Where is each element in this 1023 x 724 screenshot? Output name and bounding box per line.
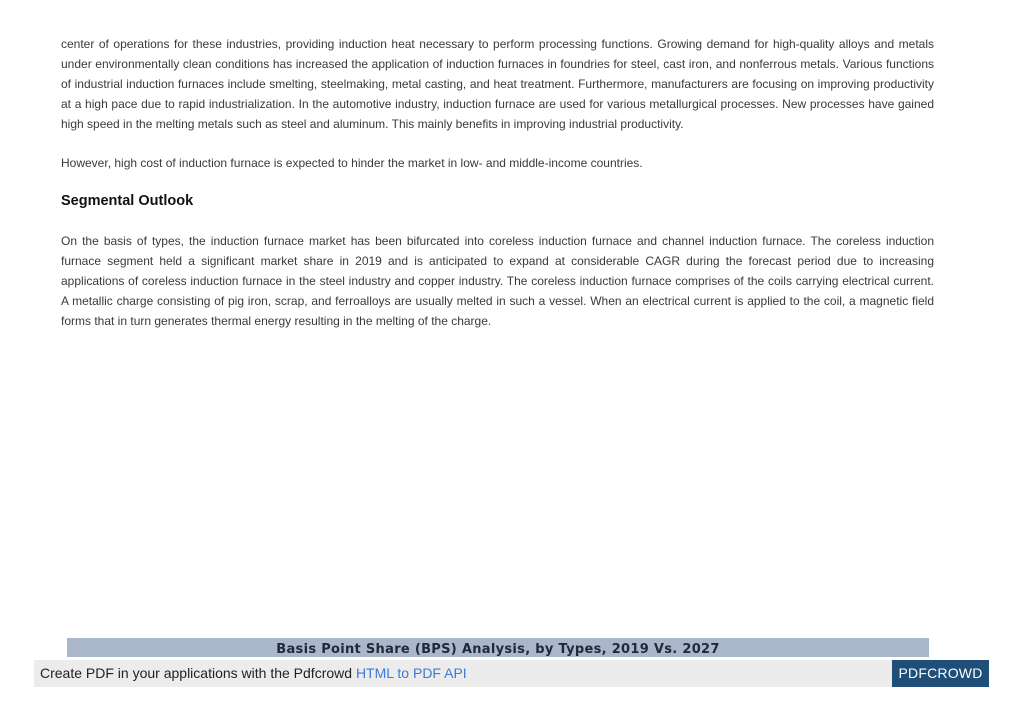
restraint-paragraph: However, high cost of induction furnace is expected to hinder the market in low- and middle-income countries.: [61, 156, 643, 170]
segment-paragraph: On the basis of types, the induction furnace market has been bifurcated into coreless induction furnace and channel induction furnace. The coreless induction furnace segment held a significant market share in 2019 and is anticipated to expand at considerable CAGR during the forecast period due to increasing applications of coreless induction furnace in the steel industry and copper industry. The coreless induction furnace comprises of the coils carrying electrical current. A metallic charge consisting of pig iron, scrap, and ferroalloys are usually melted in such a vessel. When an electrical current is applied to the coil, a magnetic field forms that in turn generates thermal energy resulting in the melting of the charge.: [61, 234, 934, 328]
footer-text: [40, 660, 467, 687]
html-to-pdf-api-link[interactable]: HTML to PDF API: [355, 665, 467, 681]
figure-title: Basis Point Share (BPS) Analysis, by Types, 2019 Vs. 2027: [276, 642, 720, 657]
body-text-block: [61, 34, 934, 173]
figure-title-banner: [67, 638, 929, 657]
section-heading: Segmental Outlook: [61, 193, 194, 209]
footer-prefix: Create PDF in your applications with the Pdfcrowd: [40, 665, 356, 681]
pdfcrowd-footer: [34, 660, 989, 687]
pdfcrowd-button[interactable]: PDFCROWD: [892, 660, 989, 687]
intro-paragraph: center of operations for these industries, providing induction heat necessary to perform processing functions. Growing demand for high-quality alloys and metals under environmentally clean conditions has increased the application of induction furnaces in foundries for steel, cast iron, and nonferrous metals. Various functions of industrial induction furnaces include smelting, steelmaking, metal casting, and heat treatment. Furthermore, manufacturers are focusing on improving productivity at a high pace due to rapid industrialization. In the automotive industry, induction furnace are used for various metallurgical processes. New processes have gained high speed in the melting metals such as steel and aluminum. This mainly benefits in improving industrial productivity.: [61, 37, 934, 131]
